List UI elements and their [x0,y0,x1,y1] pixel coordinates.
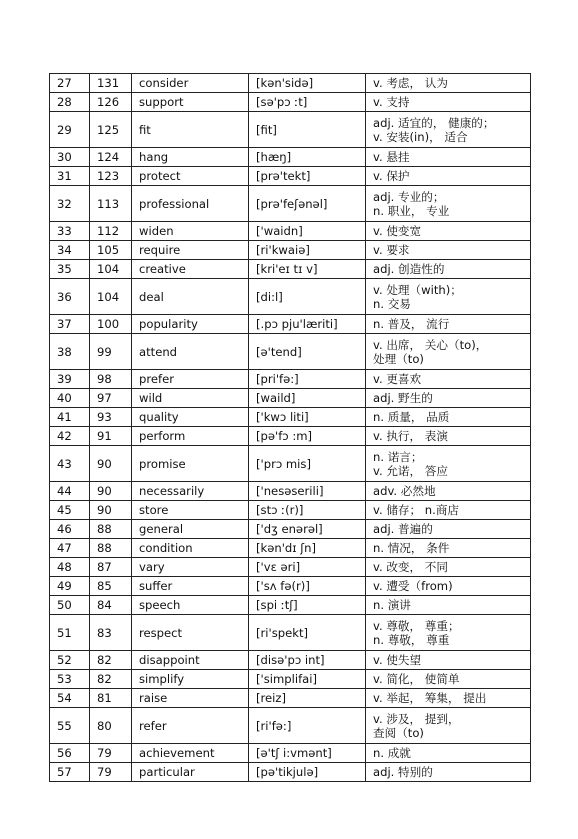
meaning-line: v. 保护 [373,169,410,183]
word-cell: popularity [132,315,249,334]
meaning-line: v. 尊敬， 尊重； [373,618,460,633]
table-row [50,148,531,167]
meaning-line: v. 储存； n.商店 [373,503,460,517]
frequency-cell: 93 [90,408,132,427]
table-row [50,93,531,112]
phonetic-cell: [di:l] [249,279,366,315]
phonetic-cell: [stɔ ː(r)] [249,501,366,520]
frequency-cell: 104 [90,279,132,315]
meaning-line: v. 涉及， 提到， [373,711,460,726]
word-cell: particular [132,763,249,782]
table-row [50,315,531,334]
meaning-line: n. 演讲 [373,598,411,612]
rank-cell: 42 [50,427,90,446]
phonetic-cell: [disə'pɔ int] [249,651,366,670]
frequency-cell: 126 [90,93,132,112]
meaning-cell [366,670,531,689]
rank-cell: 49 [50,577,90,596]
frequency-cell: 124 [90,148,132,167]
table-row [50,167,531,186]
word-cell: attend [132,334,249,370]
word-cell: widen [132,222,249,241]
phonetic-cell: [ə'tend] [249,334,366,370]
phonetic-cell: [waild] [249,389,366,408]
phonetic-cell: [ri'kwaiə] [249,241,366,260]
phonetic-cell: [spi ːtʃ] [249,596,366,615]
table-row [50,651,531,670]
meaning-cell [366,167,531,186]
meaning-line: v. 考虑， 认为 [373,76,448,90]
frequency-cell: 98 [90,370,132,389]
rank-cell: 41 [50,408,90,427]
table-row [50,112,531,148]
phonetic-cell: [ə'tʃ i:vmənt] [249,744,366,763]
phonetic-cell: [prə'tekt] [249,167,366,186]
meaning-cell [366,408,531,427]
frequency-cell: 79 [90,744,132,763]
meaning-line: v. 使失望 [373,653,422,667]
frequency-cell: 87 [90,558,132,577]
frequency-cell: 79 [90,763,132,782]
frequency-cell: 113 [90,186,132,222]
table-row [50,577,531,596]
meaning-line: v. 要求 [373,243,410,257]
rank-cell: 37 [50,315,90,334]
word-cell: consider [132,74,249,93]
frequency-cell: 85 [90,577,132,596]
frequency-cell: 105 [90,241,132,260]
table-row [50,446,531,482]
word-cell: speech [132,596,249,615]
frequency-cell: 97 [90,389,132,408]
word-cell: necessarily [132,482,249,501]
rank-cell: 38 [50,334,90,370]
meaning-cell [366,763,531,782]
rank-cell: 44 [50,482,90,501]
rank-cell: 33 [50,222,90,241]
meaning-cell [366,74,531,93]
meaning-line: v. 执行， 表演 [373,429,448,443]
phonetic-cell: ['nesəserili] [249,482,366,501]
frequency-cell: 88 [90,539,132,558]
meaning-cell [366,148,531,167]
vocabulary-table-body [50,74,531,782]
meaning-line: adj. 适宜的， 健康的； [373,115,495,130]
meaning-cell [366,501,531,520]
frequency-cell: 90 [90,482,132,501]
rank-cell: 55 [50,708,90,744]
meaning-line: v. 处理（with)； [373,282,462,297]
meaning-line: n. 交易 [373,296,411,311]
table-row [50,408,531,427]
meaning-line: v. 使变宽 [373,224,422,238]
phonetic-cell: [ri'spekt] [249,615,366,651]
phonetic-cell: [pə'fɔ :m] [249,427,366,446]
rank-cell: 54 [50,689,90,708]
rank-cell: 48 [50,558,90,577]
frequency-cell: 91 [90,427,132,446]
phonetic-cell: [pri'fə:] [249,370,366,389]
frequency-cell: 82 [90,670,132,689]
rank-cell: 40 [50,389,90,408]
meaning-cell [366,482,531,501]
meaning-line: v. 更喜欢 [373,372,422,386]
table-row [50,427,531,446]
word-cell: respect [132,615,249,651]
meaning-cell [366,389,531,408]
vocabulary-table [49,73,531,782]
phonetic-cell: ['dʒ enərəl] [249,520,366,539]
rank-cell: 45 [50,501,90,520]
meaning-cell [366,651,531,670]
meaning-cell [366,427,531,446]
frequency-cell: 81 [90,689,132,708]
meaning-cell [366,596,531,615]
table-row [50,689,531,708]
frequency-cell: 112 [90,222,132,241]
table-row [50,482,531,501]
meaning-line: n. 诺言； [373,449,423,464]
word-cell: promise [132,446,249,482]
table-row [50,370,531,389]
frequency-cell: 131 [90,74,132,93]
frequency-cell: 99 [90,334,132,370]
rank-cell: 36 [50,279,90,315]
word-cell: refer [132,708,249,744]
rank-cell: 50 [50,596,90,615]
phonetic-cell: [hæŋ] [249,148,366,167]
meaning-line: v. 悬挂 [373,150,410,164]
table-row [50,615,531,651]
meaning-line: v. 出席， 关心（to)， [373,337,488,352]
word-cell: achievement [132,744,249,763]
table-row [50,74,531,93]
rank-cell: 52 [50,651,90,670]
phonetic-cell: [.pɔ pju'læriti] [249,315,366,334]
rank-cell: 30 [50,148,90,167]
word-cell: simplify [132,670,249,689]
frequency-cell: 100 [90,315,132,334]
frequency-cell: 104 [90,260,132,279]
rank-cell: 43 [50,446,90,482]
phonetic-cell: ['kwɔ liti] [249,408,366,427]
meaning-cell [366,222,531,241]
word-cell: perform [132,427,249,446]
meaning-cell [366,370,531,389]
frequency-cell: 80 [90,708,132,744]
meaning-cell [366,260,531,279]
meaning-cell [366,241,531,260]
phonetic-cell: ['vɛ əri] [249,558,366,577]
phonetic-cell: [kən'sidə] [249,74,366,93]
phonetic-cell: ['simplifai] [249,670,366,689]
rank-cell: 51 [50,615,90,651]
word-cell: raise [132,689,249,708]
rank-cell: 34 [50,241,90,260]
word-cell: condition [132,539,249,558]
word-cell: disappoint [132,651,249,670]
meaning-cell [366,334,531,370]
meaning-cell [366,315,531,334]
table-row [50,520,531,539]
table-row [50,744,531,763]
vocabulary-page [49,73,530,782]
meaning-cell [366,615,531,651]
meaning-cell [366,744,531,763]
frequency-cell: 82 [90,651,132,670]
rank-cell: 47 [50,539,90,558]
word-cell: fit [132,112,249,148]
meaning-line: n. 情况， 条件 [373,541,450,555]
rank-cell: 46 [50,520,90,539]
meaning-line: n. 尊敬， 尊重 [373,632,450,647]
meaning-line: adv. 必然地 [373,484,436,498]
meaning-cell [366,558,531,577]
phonetic-cell: [prə'feʃənəl] [249,186,366,222]
meaning-line: n. 成就 [373,746,411,760]
frequency-cell: 123 [90,167,132,186]
meaning-line: v. 支持 [373,95,410,109]
word-cell: store [132,501,249,520]
frequency-cell: 125 [90,112,132,148]
meaning-cell [366,520,531,539]
word-cell: protect [132,167,249,186]
rank-cell: 57 [50,763,90,782]
meaning-cell [366,112,531,148]
phonetic-cell: [kri'eɪ tɪ v] [249,260,366,279]
table-row [50,501,531,520]
frequency-cell: 88 [90,520,132,539]
word-cell: deal [132,279,249,315]
rank-cell: 31 [50,167,90,186]
table-row [50,763,531,782]
meaning-line: 查阅（to) [373,725,424,740]
phonetic-cell: [kən'dɪ ʃn] [249,539,366,558]
meaning-line: adj. 特别的 [373,765,433,779]
table-row [50,260,531,279]
word-cell: wild [132,389,249,408]
meaning-line: v. 安装(in)， 适合 [373,129,468,144]
meaning-line: v. 简化， 使简单 [373,672,460,686]
meaning-cell [366,689,531,708]
meaning-line: n. 职业， 专业 [373,203,450,218]
rank-cell: 56 [50,744,90,763]
frequency-cell: 83 [90,615,132,651]
word-cell: support [132,93,249,112]
table-row [50,670,531,689]
phonetic-cell: ['prɔ mis] [249,446,366,482]
table-row [50,279,531,315]
meaning-line: v. 改变， 不同 [373,560,448,574]
rank-cell: 53 [50,670,90,689]
word-cell: hang [132,148,249,167]
meaning-cell [366,186,531,222]
word-cell: general [132,520,249,539]
meaning-line: adj. 普遍的 [373,522,433,536]
meaning-line: 处理（to) [373,351,424,366]
meaning-cell [366,577,531,596]
phonetic-cell: [pə'tikjulə] [249,763,366,782]
rank-cell: 39 [50,370,90,389]
rank-cell: 32 [50,186,90,222]
table-row [50,389,531,408]
meaning-line: v. 遭受（from) [373,579,453,593]
rank-cell: 35 [50,260,90,279]
table-row [50,241,531,260]
meaning-line: n. 普及， 流行 [373,317,450,331]
rank-cell: 29 [50,112,90,148]
table-row [50,539,531,558]
meaning-cell [366,279,531,315]
meaning-cell [366,93,531,112]
table-row [50,186,531,222]
phonetic-cell: [sə'pɔ ːt] [249,93,366,112]
word-cell: suffer [132,577,249,596]
rank-cell: 28 [50,93,90,112]
frequency-cell: 90 [90,501,132,520]
word-cell: creative [132,260,249,279]
phonetic-cell: ['waidn] [249,222,366,241]
table-row [50,222,531,241]
phonetic-cell: [ri'fə:] [249,708,366,744]
meaning-line: adj. 野生的 [373,391,433,405]
table-row [50,334,531,370]
meaning-line: adj. 专业的； [373,189,445,204]
phonetic-cell: [fit] [249,112,366,148]
meaning-cell [366,539,531,558]
table-row [50,708,531,744]
meaning-cell [366,446,531,482]
phonetic-cell: [reiz] [249,689,366,708]
word-cell: professional [132,186,249,222]
word-cell: prefer [132,370,249,389]
frequency-cell: 90 [90,446,132,482]
rank-cell: 27 [50,74,90,93]
word-cell: quality [132,408,249,427]
meaning-line: v. 举起， 筹集， 提出 [373,691,487,705]
frequency-cell: 84 [90,596,132,615]
word-cell: vary [132,558,249,577]
meaning-cell [366,708,531,744]
phonetic-cell: ['sʌ fə(r)] [249,577,366,596]
meaning-line: v. 允诺， 答应 [373,463,448,478]
word-cell: require [132,241,249,260]
meaning-line: adj. 创造性的 [373,262,445,276]
table-row [50,596,531,615]
table-row [50,558,531,577]
meaning-line: n. 质量， 品质 [373,410,450,424]
